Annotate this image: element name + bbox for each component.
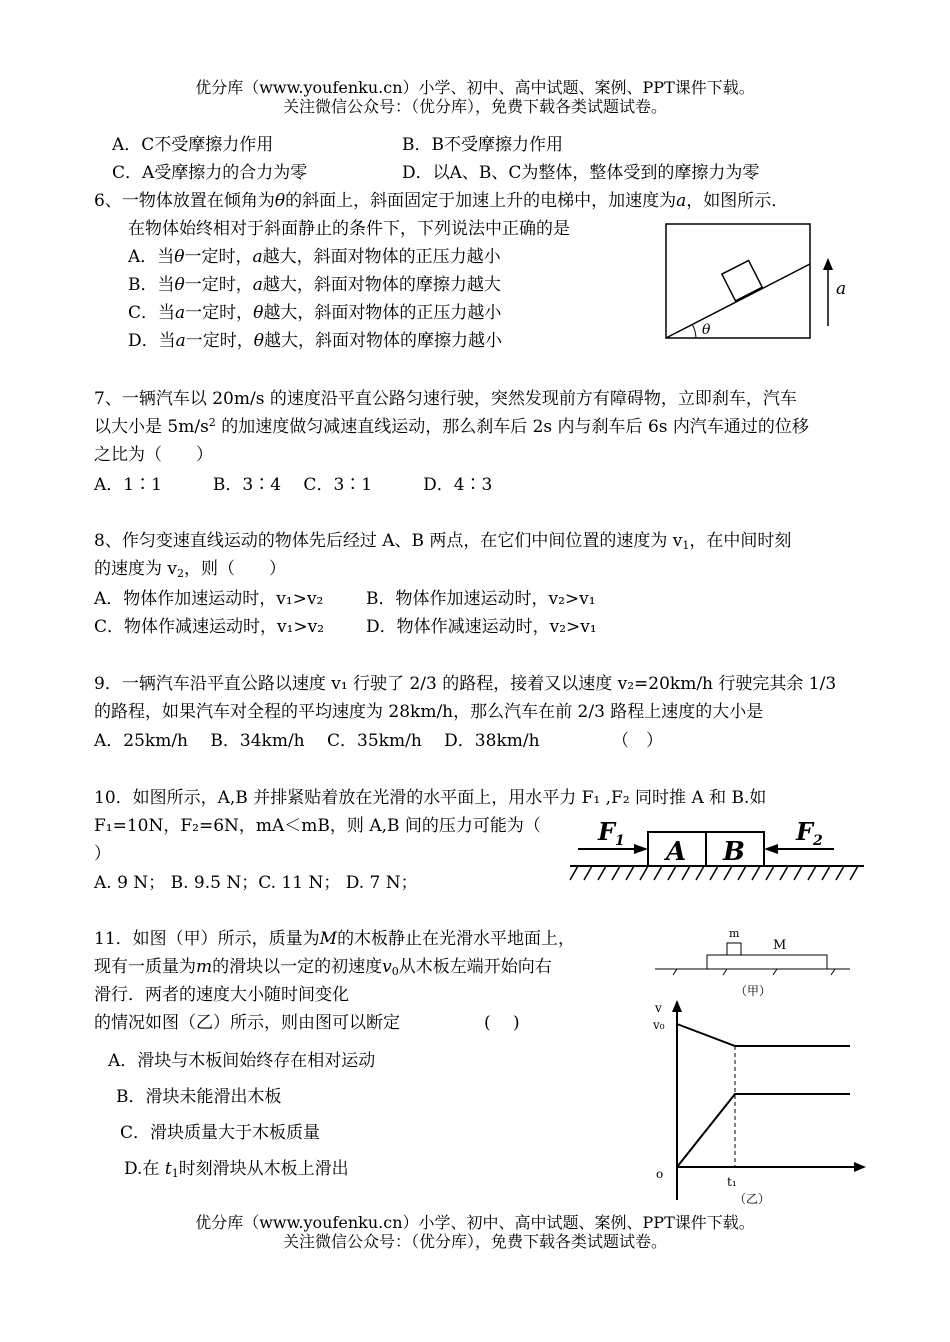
q5-option-d: D．以A、B、C为整体，整体受到的摩擦力为零 xyxy=(402,163,760,183)
label-M: M xyxy=(773,938,787,953)
block-a-label: A xyxy=(666,837,687,867)
floor-hatch xyxy=(673,969,835,975)
board-M xyxy=(707,955,827,969)
q5-option-a: A．C不受摩擦力作用 xyxy=(112,135,274,155)
label-v0: v₀ xyxy=(653,1018,665,1032)
label-origin: o xyxy=(656,1167,664,1181)
footer-line-2: 关注微信公众号：（优分库），免费下载各类试题试卷。 xyxy=(282,1232,667,1251)
q11-option-d: D.在 $t_1$时刻滑块从木板上滑出 xyxy=(124,1159,349,1180)
header-line-1: 优分库（www.youfenku.cn）小学、初中、高中试题、案例、PPT课件下载。 xyxy=(195,78,755,97)
q11-line-2: 现有一质量为m的滑块以一定的初速度$v_0$从木板左端开始向右 xyxy=(94,957,552,978)
theta-label: θ xyxy=(702,322,711,338)
q11-line-4: 的情况如图（乙）所示，则由图可以断定 xyxy=(94,1013,400,1033)
q11-line-1: 11．如图（甲）所示，质量为M的木板静止在光滑水平地面上， xyxy=(94,929,576,949)
q7-options: A．1∶1 B．3∶4 C．3∶1 D．4∶3 xyxy=(94,475,493,495)
q11-option-c: C．滑块质量大于木板质量 xyxy=(120,1123,321,1143)
f1-label: $F_1$ xyxy=(598,817,625,849)
q11-answer-paren: ( ) xyxy=(484,1013,520,1033)
f2-label: $F_2$ xyxy=(796,817,823,849)
q11-option-a: A．滑块与木板间始终存在相对运动 xyxy=(108,1051,376,1071)
board-velocity-line xyxy=(677,1094,850,1167)
q11-option-b: B．滑块未能滑出木板 xyxy=(116,1087,282,1107)
f1-arrow-head xyxy=(634,844,648,854)
label-jia: （甲） xyxy=(735,984,772,998)
slider-velocity-line xyxy=(677,1024,850,1046)
footer-line-1: 优分库（www.youfenku.cn）小学、初中、高中试题、案例、PPT课件下载。 xyxy=(195,1213,755,1232)
q9-line-2: 的路程，如果汽车对全程的平均速度为 28km/h，那么汽车在前 2/3 路程上速度的大小是 xyxy=(94,702,764,722)
q8-line-2: 的速度为 $v_2$，则（ ） xyxy=(94,559,287,580)
q6-option-a: A．当θ一定时，a越大，斜面对物体的正压力越小 xyxy=(128,247,501,267)
q9-options: A．25km/h B．34km/h C．35km/h D．38km/h xyxy=(94,731,540,751)
q10-line-1: 10．如图所示，A,B 并排紧贴着放在光滑的水平面上，用水平力 F₁ ,F₂ 同时推 A 和 B.如 xyxy=(94,788,767,808)
q11-figure-yi xyxy=(650,1000,870,1215)
q10-blocks-figure xyxy=(568,812,868,884)
label-v: v xyxy=(655,1001,662,1015)
header-line-2: 关注微信公众号：（优分库），免费下载各类试题试卷。 xyxy=(282,97,667,116)
q6-incline-figure xyxy=(660,220,860,345)
accel-label: a xyxy=(836,279,847,299)
q8-line-1: 8、作匀变速直线运动的物体先后经过 A、B 两点，在它们中间位置的速度为 $v_1$，在中间时刻 xyxy=(94,531,792,552)
q10-options: A. 9 N； B. 9.5 N；C. 11 N； D. 7 N； xyxy=(94,873,418,893)
q8-option-b: B．物体作加速运动时，v₂>v₁ xyxy=(366,589,596,609)
v-axis-arrow xyxy=(672,1000,682,1012)
q10-line-3: ） xyxy=(94,844,111,864)
label-yi: （乙） xyxy=(734,1192,771,1206)
label-t1: t₁ xyxy=(727,1175,737,1189)
q9-answer-paren: （ ） xyxy=(612,731,663,751)
q5-option-c: C．A受摩擦力的合力为零 xyxy=(112,163,308,183)
q6-option-c: C．当a一定时，θ越大，斜面对物体的正压力越小 xyxy=(128,303,502,323)
label-m: m xyxy=(729,927,740,940)
q7-line-1: 7、一辆汽车以 20m/s 的速度沿平直公路匀速行驶，突然发现前方有障碍物，立即刹车，汽车 xyxy=(94,389,797,409)
q8-option-d: D．物体作减速运动时，v₂>v₁ xyxy=(366,617,597,637)
accel-arrow-head xyxy=(823,258,833,270)
q6-option-b: B．当θ一定时，a越大，斜面对物体的摩擦力越大 xyxy=(128,275,501,295)
q10-line-2: F₁=10N，F₂=6N，mA＜mB，则 A,B 间的压力可能为（ xyxy=(94,816,541,836)
angle-arc xyxy=(692,324,696,338)
ground-hatch xyxy=(570,866,858,880)
t-axis-arrow xyxy=(854,1162,866,1172)
q5-option-b: B．B不受摩擦力作用 xyxy=(402,135,563,155)
q6-stem-line-2: 在物体始终相对于斜面静止的条件下，下列说法中正确的是 xyxy=(128,219,570,239)
f2-arrow-head xyxy=(764,844,778,854)
q7-line-3: 之比为（ ） xyxy=(94,445,213,465)
q6-stem-line-1: 6、一物体放置在倾角为θ的斜面上，斜面固定于加速上升的电梯中，加速度为a，如图所示． xyxy=(94,191,789,211)
q9-line-1: 9．一辆汽车沿平直公路以速度 v₁ 行驶了 2/3 的路程，接着又以速度 v₂=20km/h 行驶完其余 1/3 xyxy=(94,674,837,694)
q11-figure-jia xyxy=(655,925,855,1000)
block-b-label: B xyxy=(723,837,745,867)
q8-option-c: C．物体作减速运动时，v₁>v₂ xyxy=(94,617,325,637)
q8-option-a: A．物体作加速运动时，v₁>v₂ xyxy=(94,589,324,609)
small-block-m xyxy=(727,943,741,955)
block xyxy=(722,260,762,300)
q7-line-2: 以大小是 $5m/s^2$ 的加速度做匀减速直线运动，那么刹车后 2s 内与刹车后 6s 内汽车通过的位移 xyxy=(94,416,809,437)
q11-line-3: 滑行．两者的速度大小随时间变化 xyxy=(94,985,349,1005)
q6-option-d: D．当a一定时，θ越大，斜面对物体的摩擦力越小 xyxy=(128,331,503,351)
